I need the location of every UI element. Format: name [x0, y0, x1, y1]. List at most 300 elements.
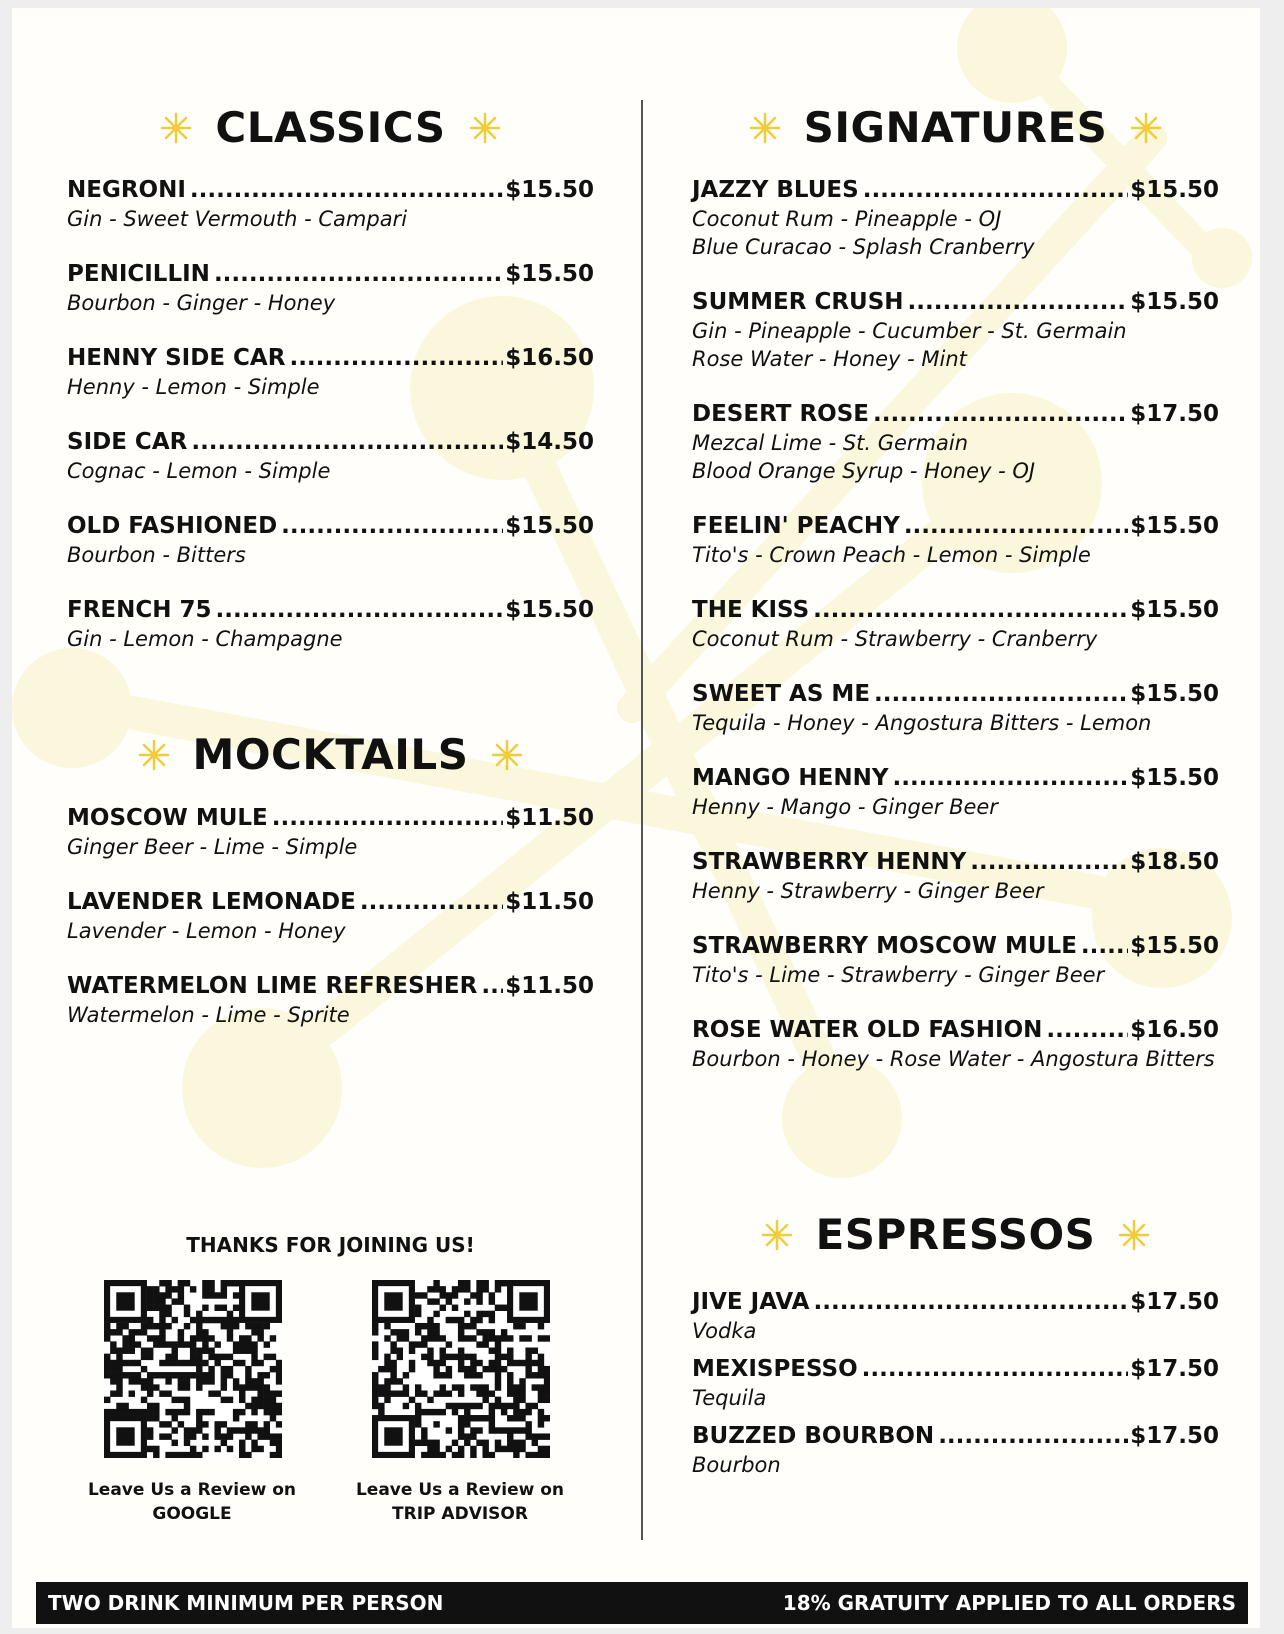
- qr-module: [415, 1292, 421, 1298]
- qr-module: [159, 1335, 165, 1341]
- menu-item-line: [67, 428, 594, 457]
- qr-module: [384, 1323, 390, 1329]
- qr-module: [458, 1348, 464, 1354]
- dot-leader: [481, 972, 503, 1001]
- qr-module: [264, 1354, 270, 1360]
- qr-module: [257, 1384, 263, 1390]
- qr-module: [196, 1329, 202, 1335]
- menu-item-name: OLD FASHIONED: [67, 513, 278, 539]
- qr-module: [141, 1409, 147, 1415]
- dot-leader: [873, 400, 1128, 429]
- qr-module: [245, 1427, 251, 1433]
- qr-module: [446, 1341, 452, 1347]
- qr-module: [507, 1354, 513, 1360]
- qr-module: [129, 1348, 135, 1354]
- menu-item-name: SWEET AS ME: [692, 681, 871, 707]
- qr-module: [214, 1341, 220, 1347]
- menu-item-name: MEXISPESSO: [692, 1356, 858, 1382]
- menu-item-line: [692, 176, 1219, 205]
- qr-module: [470, 1335, 476, 1341]
- qr-module: [245, 1366, 251, 1372]
- qr-module: [202, 1335, 208, 1341]
- qr-module: [245, 1341, 251, 1347]
- menu-item-line: [67, 176, 594, 205]
- qr-module: [276, 1452, 282, 1458]
- qr-module: [159, 1292, 165, 1298]
- qr-module: [495, 1384, 501, 1390]
- qr-module: [147, 1433, 153, 1439]
- menu-item-description: Bourbon - Honey - Rose Water - Angostura Bitters: [692, 1047, 1215, 1071]
- qr-module: [184, 1384, 190, 1390]
- qr-module: [495, 1280, 501, 1286]
- qr-module: [276, 1409, 282, 1415]
- asterisk-star-icon: [490, 738, 524, 772]
- qr-module: [489, 1427, 495, 1433]
- menu-item-line: [692, 1288, 1219, 1317]
- qr-module: [513, 1446, 519, 1452]
- qr-module: [178, 1372, 184, 1378]
- qr-module: [476, 1427, 482, 1433]
- menu-item-price: $15.50: [505, 597, 594, 623]
- qr-module: [538, 1354, 544, 1360]
- qr-module: [276, 1403, 282, 1409]
- qr-module: [172, 1298, 178, 1304]
- dot-leader: [281, 512, 503, 541]
- qr-module: [501, 1409, 507, 1415]
- qr-module: [440, 1292, 446, 1298]
- qr-module: [538, 1366, 544, 1372]
- qr-module: [421, 1341, 427, 1347]
- menu-item-line: [692, 400, 1219, 429]
- qr-module: [464, 1323, 470, 1329]
- qr-module: [390, 1329, 396, 1335]
- qr-module: [245, 1348, 251, 1354]
- qr-module: [184, 1440, 190, 1446]
- qr-module: [221, 1378, 227, 1384]
- qr-module: [251, 1348, 257, 1354]
- qr-module: [421, 1433, 427, 1439]
- qr-module: [495, 1305, 501, 1311]
- qr-module: [495, 1286, 501, 1292]
- menu-item-line: [67, 512, 594, 541]
- qr-module: [532, 1360, 538, 1366]
- qr-module: [245, 1335, 251, 1341]
- qr-module: [257, 1372, 263, 1378]
- qr-module: [507, 1348, 513, 1354]
- qr-module: [184, 1311, 190, 1317]
- menu-item-price: $15.50: [505, 513, 594, 539]
- qr-module: [178, 1341, 184, 1347]
- qr-module: [458, 1286, 464, 1292]
- qr-module: [507, 1446, 513, 1452]
- qr-module: [513, 1323, 519, 1329]
- asterisk-star-icon: [760, 1218, 794, 1252]
- menu-item: [692, 932, 1219, 989]
- qr-module: [489, 1452, 495, 1458]
- qr-module: [544, 1372, 550, 1378]
- qr-module: [433, 1298, 439, 1304]
- qr-module: [482, 1384, 488, 1390]
- qr-module: [421, 1354, 427, 1360]
- menu-item-price: $15.50: [505, 177, 594, 203]
- qr-module: [452, 1354, 458, 1360]
- menu-item-name: ROSE WATER OLD FASHION: [692, 1017, 1043, 1043]
- qr-module: [233, 1292, 239, 1298]
- qr-module: [227, 1397, 233, 1403]
- qr-module: [251, 1384, 257, 1390]
- qr-module: [446, 1317, 452, 1323]
- qr-module: [135, 1409, 141, 1415]
- qr-module: [122, 1403, 128, 1409]
- qr-module: [239, 1348, 245, 1354]
- google-review-qr-code[interactable]: [104, 1280, 282, 1458]
- menu-item-description: Coconut Rum - Strawberry - Cranberry: [692, 627, 1098, 651]
- qr-module: [202, 1286, 208, 1292]
- qr-module: [141, 1323, 147, 1329]
- qr-module: [196, 1378, 202, 1384]
- qr-module: [544, 1433, 550, 1439]
- qr-module: [165, 1452, 171, 1458]
- qr-module: [519, 1409, 525, 1415]
- menu-item: [67, 428, 594, 485]
- qr-module: [458, 1421, 464, 1427]
- qr-module: [257, 1390, 263, 1396]
- menu-item-description: Gin - Pineapple - Cucumber - St. Germain: [692, 319, 1127, 343]
- qr-module: [184, 1452, 190, 1458]
- qr-module: [464, 1280, 470, 1286]
- qr-module: [239, 1360, 245, 1366]
- qr-module: [538, 1433, 544, 1439]
- qr-module: [153, 1298, 159, 1304]
- qr-module: [464, 1311, 470, 1317]
- qr-module: [415, 1409, 421, 1415]
- qr-module: [458, 1452, 464, 1458]
- qr-module: [178, 1335, 184, 1341]
- qr-module: [159, 1311, 165, 1317]
- tripadvisor-caption-line2: TRIP ADVISOR: [392, 1504, 528, 1524]
- qr-module: [433, 1372, 439, 1378]
- qr-module: [147, 1292, 153, 1298]
- qr-module: [415, 1390, 421, 1396]
- qr-module: [446, 1298, 452, 1304]
- qr-module: [178, 1452, 184, 1458]
- qr-module: [110, 1360, 116, 1366]
- qr-module: [390, 1378, 396, 1384]
- qr-module: [221, 1397, 227, 1403]
- menu-item-description: Mezcal Lime - St. Germain: [692, 431, 969, 455]
- qr-module: [476, 1415, 482, 1421]
- qr-module: [141, 1329, 147, 1335]
- menu-item: [692, 1422, 1219, 1479]
- qr-module: [233, 1305, 239, 1311]
- qr-module: [415, 1384, 421, 1390]
- qr-module: [532, 1433, 538, 1439]
- qr-module: [251, 1427, 257, 1433]
- menu-item-description: Bourbon - Ginger - Honey: [67, 291, 336, 315]
- qr-module: [159, 1372, 165, 1378]
- qr-module: [196, 1415, 202, 1421]
- qr-module: [427, 1335, 433, 1341]
- qr-module: [409, 1397, 415, 1403]
- qr-module: [415, 1305, 421, 1311]
- qr-module: [129, 1341, 135, 1347]
- qr-module: [421, 1440, 427, 1446]
- qr-module: [415, 1403, 421, 1409]
- qr-module: [251, 1446, 257, 1452]
- qr-module: [116, 1323, 122, 1329]
- google-review-caption[interactable]: [62, 1478, 322, 1526]
- qr-module: [452, 1409, 458, 1415]
- menu-item-name: DESERT ROSE: [692, 401, 869, 427]
- tripadvisor-review-qr-code[interactable]: [372, 1280, 550, 1458]
- qr-module: [427, 1409, 433, 1415]
- qr-module: [184, 1403, 190, 1409]
- qr-module: [390, 1390, 396, 1396]
- qr-module: [257, 1397, 263, 1403]
- qr-module: [233, 1280, 239, 1286]
- menu-item-name: THE KISS: [692, 597, 810, 623]
- dot-leader: [862, 1355, 1129, 1384]
- menu-item: [692, 512, 1219, 569]
- qr-module: [421, 1335, 427, 1341]
- qr-module: [233, 1378, 239, 1384]
- menu-item-description: Henny - Lemon - Simple: [67, 375, 320, 399]
- qr-module: [427, 1286, 433, 1292]
- menu-item-name: PENICILLIN: [67, 261, 210, 287]
- qr-module: [525, 1366, 531, 1372]
- menu-item-price: $15.50: [1130, 597, 1219, 623]
- asterisk-star-icon: [1117, 1218, 1151, 1252]
- menu-item-line: [692, 596, 1219, 625]
- qr-module: [470, 1292, 476, 1298]
- qr-module: [390, 1366, 396, 1372]
- qr-module: [372, 1384, 378, 1390]
- qr-module: [427, 1452, 433, 1458]
- qr-module: [476, 1440, 482, 1446]
- menu-item-description: Henny - Mango - Ginger Beer: [692, 795, 998, 819]
- qr-module: [233, 1348, 239, 1354]
- qr-module: [239, 1409, 245, 1415]
- qr-module: [104, 1329, 110, 1335]
- signatures-title: [692, 103, 1219, 152]
- qr-module: [489, 1360, 495, 1366]
- qr-module: [415, 1311, 421, 1317]
- qr-module: [221, 1372, 227, 1378]
- qr-module: [270, 1440, 276, 1446]
- qr-module: [208, 1286, 214, 1292]
- qr-module: [476, 1341, 482, 1347]
- qr-module: [172, 1415, 178, 1421]
- menu-item-line: [692, 1016, 1219, 1045]
- qr-module: [214, 1317, 220, 1323]
- qr-module: [415, 1329, 421, 1335]
- qr-module: [476, 1390, 482, 1396]
- qr-module: [159, 1298, 165, 1304]
- qr-module: [525, 1403, 531, 1409]
- qr-module: [507, 1433, 513, 1439]
- qr-module: [544, 1446, 550, 1452]
- qr-module: [501, 1403, 507, 1409]
- qr-module: [239, 1335, 245, 1341]
- qr-module: [147, 1384, 153, 1390]
- qr-module: [544, 1335, 550, 1341]
- qr-module: [165, 1323, 171, 1329]
- qr-module: [372, 1372, 378, 1378]
- qr-module: [525, 1360, 531, 1366]
- qr-module: [538, 1390, 544, 1396]
- qr-module: [495, 1397, 501, 1403]
- menu-item-price: $11.50: [505, 973, 594, 999]
- qr-module: [390, 1348, 396, 1354]
- qr-module: [525, 1427, 531, 1433]
- qr-module: [519, 1384, 525, 1390]
- qr-module: [153, 1372, 159, 1378]
- qr-module: [214, 1305, 220, 1311]
- qr-module: [214, 1354, 220, 1360]
- qr-module: [495, 1348, 501, 1354]
- qr-module: [440, 1409, 446, 1415]
- menu-item-line: [692, 932, 1219, 961]
- qr-module: [427, 1348, 433, 1354]
- menu-item-price: $17.50: [1130, 401, 1219, 427]
- menu-item: [692, 596, 1219, 653]
- espressos-list: [692, 1288, 1219, 1489]
- qr-module: [409, 1348, 415, 1354]
- menu-item-price: $15.50: [1130, 289, 1219, 315]
- qr-module: [464, 1415, 470, 1421]
- menu-item-description: Blood Orange Syrup - Honey - OJ: [692, 459, 1036, 483]
- qr-module: [476, 1329, 482, 1335]
- qr-module: [116, 1409, 122, 1415]
- menu-item-description: Tito's - Lime - Strawberry - Ginger Beer: [692, 963, 1105, 987]
- qr-module: [257, 1329, 263, 1335]
- qr-module: [403, 1335, 409, 1341]
- qr-module: [276, 1446, 282, 1452]
- qr-module: [482, 1311, 488, 1317]
- qr-module: [141, 1384, 147, 1390]
- qr-module: [458, 1360, 464, 1366]
- dot-leader: [191, 428, 503, 457]
- qr-module: [202, 1433, 208, 1439]
- qr-module: [464, 1298, 470, 1304]
- qr-module: [482, 1452, 488, 1458]
- qr-module: [532, 1452, 538, 1458]
- qr-module: [415, 1415, 421, 1421]
- asterisk-star-icon: [468, 111, 502, 145]
- qr-module: [525, 1348, 531, 1354]
- qr-module: [202, 1360, 208, 1366]
- qr-module: [507, 1427, 513, 1433]
- qr-module: [147, 1446, 153, 1452]
- qr-module: [440, 1452, 446, 1458]
- qr-module: [458, 1403, 464, 1409]
- qr-module: [129, 1335, 135, 1341]
- footer-drink-minimum: TWO DRINK MINIMUM PER PERSON: [48, 1591, 444, 1615]
- qr-module: [153, 1323, 159, 1329]
- qr-module: [196, 1372, 202, 1378]
- qr-module: [495, 1403, 501, 1409]
- qr-module: [129, 1329, 135, 1335]
- qr-module: [104, 1409, 110, 1415]
- qr-module: [196, 1335, 202, 1341]
- qr-module: [532, 1440, 538, 1446]
- qr-module: [159, 1329, 165, 1335]
- qr-module: [519, 1446, 525, 1452]
- qr-module: [372, 1323, 378, 1329]
- qr-module: [221, 1440, 227, 1446]
- qr-module: [276, 1390, 282, 1396]
- qr-module: [178, 1384, 184, 1390]
- qr-module: [513, 1415, 519, 1421]
- menu-item-price: $16.50: [1130, 1017, 1219, 1043]
- qr-module: [264, 1421, 270, 1427]
- qr-module: [159, 1421, 165, 1427]
- qr-module: [147, 1372, 153, 1378]
- qr-module: [458, 1390, 464, 1396]
- qr-module: [372, 1354, 378, 1360]
- qr-module: [507, 1360, 513, 1366]
- qr-module: [178, 1329, 184, 1335]
- qr-module: [239, 1384, 245, 1390]
- qr-module: [270, 1403, 276, 1409]
- qr-module: [433, 1366, 439, 1372]
- qr-module: [476, 1403, 482, 1409]
- qr-module: [221, 1292, 227, 1298]
- qr-module: [489, 1366, 495, 1372]
- qr-module: [122, 1335, 128, 1341]
- qr-module: [172, 1354, 178, 1360]
- qr-module: [525, 1421, 531, 1427]
- menu-item-name: WATERMELON LIME REFRESHER: [67, 973, 478, 999]
- qr-module: [110, 1348, 116, 1354]
- tripadvisor-review-caption[interactable]: [330, 1478, 590, 1526]
- qr-module: [239, 1452, 245, 1458]
- menu-item-description: Vodka: [692, 1319, 757, 1343]
- qr-module: [501, 1446, 507, 1452]
- qr-module: [165, 1372, 171, 1378]
- footer-bar: [36, 1582, 1248, 1624]
- qr-module: [251, 1403, 257, 1409]
- qr-module: [495, 1372, 501, 1378]
- qr-module: [153, 1286, 159, 1292]
- qr-module: [525, 1335, 531, 1341]
- qr-module: [184, 1341, 190, 1347]
- qr-module: [214, 1421, 220, 1427]
- qr-module: [165, 1305, 171, 1311]
- menu-item: [692, 848, 1219, 905]
- qr-module: [482, 1390, 488, 1396]
- qr-module: [221, 1421, 227, 1427]
- qr-module: [147, 1403, 153, 1409]
- qr-module: [519, 1323, 525, 1329]
- qr-module: [544, 1390, 550, 1396]
- qr-module: [440, 1384, 446, 1390]
- qr-module: [190, 1360, 196, 1366]
- qr-module: [129, 1390, 135, 1396]
- menu-item-name: BUZZED BOURBON: [692, 1423, 935, 1449]
- menu-item-line: [67, 596, 594, 625]
- qr-module: [427, 1360, 433, 1366]
- menu-item: [67, 972, 594, 1029]
- qr-module: [464, 1421, 470, 1427]
- qr-module: [458, 1384, 464, 1390]
- menu-item-price: $15.50: [1130, 933, 1219, 959]
- qr-module: [178, 1286, 184, 1292]
- qr-module: [251, 1409, 257, 1415]
- qr-module: [489, 1409, 495, 1415]
- menu-item-name: SIDE CAR: [67, 429, 188, 455]
- menu-item: [692, 764, 1219, 821]
